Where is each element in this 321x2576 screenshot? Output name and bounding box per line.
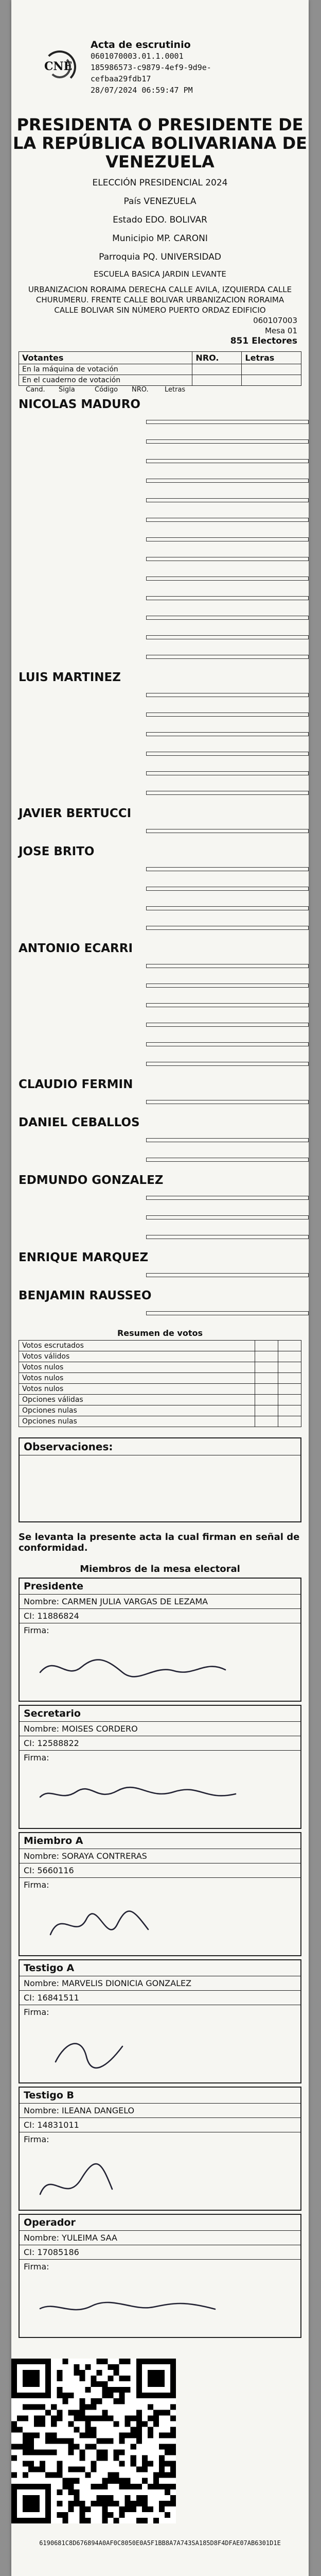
party-letras <box>146 616 309 620</box>
acta-id: 0601070003.01.1.0001 <box>91 52 184 61</box>
party-letras <box>146 655 309 659</box>
table-row: En el cuaderno de votación <box>19 375 301 386</box>
member-card <box>19 1578 301 1702</box>
table-row: Opciones válidas <box>19 1395 301 1405</box>
pais: País VENEZUELA <box>123 196 197 207</box>
member-nombre: Nombre: MOISES CORDERO <box>20 1722 300 1736</box>
party-row <box>11 549 309 569</box>
member-card <box>19 1705 301 1829</box>
candidate-name: LUIS MARTINEZ <box>19 671 121 684</box>
party-letras <box>146 752 309 756</box>
session-code: 185986573-c9879-4ef9-9d9e- <box>91 63 211 72</box>
firma-label: Firma: <box>24 2134 49 2144</box>
candidate-name: DANIEL CEBALLOS <box>19 1116 140 1129</box>
mesa-title: Miembros de la mesa electoral <box>80 1564 240 1574</box>
member-card <box>19 1959 301 2083</box>
member-card <box>19 1832 301 1956</box>
candidate-name: CLAUDIO FERMIN <box>19 1078 133 1091</box>
election-name: ELECCIÓN PRESIDENCIAL 2024 <box>92 178 228 188</box>
party-row <box>11 744 309 764</box>
party-letras <box>146 577 309 581</box>
signature-area <box>20 2260 300 2337</box>
candidate-name: JAVIER BERTUCCI <box>19 807 132 820</box>
party-letras <box>146 1023 309 1027</box>
party-row <box>11 1015 309 1035</box>
observaciones-box <box>19 1437 301 1522</box>
resumen-section <box>19 1328 301 1427</box>
closing-text: Se levanta la presente acta la cual firman en señal de conformidad. <box>19 1532 300 1553</box>
party-letras <box>146 1138 309 1142</box>
party-letras <box>146 791 309 795</box>
party-row <box>11 1035 309 1054</box>
party-row <box>11 530 309 549</box>
signature-icon <box>20 1623 315 1701</box>
party-letras <box>146 984 309 988</box>
members-list <box>11 1578 309 2338</box>
party-row <box>11 821 309 841</box>
header-logo-row <box>11 0 309 106</box>
member-card <box>19 2214 301 2338</box>
member-card <box>19 2087 301 2211</box>
party-row <box>11 647 309 667</box>
party-letras <box>146 867 309 871</box>
footer-hash: 6190681C8D676894A0AF0C8050E0A5F1BB8A7A743SA185D8F4DFAE07AB6301D1E <box>39 2539 281 2547</box>
estado: Estado EDO. BOLIVAR <box>113 215 207 225</box>
party-letras <box>146 1100 309 1104</box>
party-letras <box>146 693 309 697</box>
party-letras <box>146 1215 309 1219</box>
party-row <box>11 783 309 803</box>
candidates-list <box>11 398 309 1323</box>
party-row <box>11 879 309 899</box>
member-role: Secretario <box>20 1706 300 1722</box>
parroquia: Parroquia PQ. UNIVERSIDAD <box>99 252 221 262</box>
party-letras <box>146 518 309 522</box>
candidate-name: EDMUNDO GONZALEZ <box>19 1174 164 1187</box>
party-letras <box>146 732 309 736</box>
candidate-name: JOSE BRITO <box>19 845 95 858</box>
party-row <box>11 1130 309 1150</box>
party-letras <box>146 459 309 463</box>
firma-label: Firma: <box>24 1625 49 1635</box>
signature-icon <box>20 2132 315 2210</box>
party-row <box>11 705 309 724</box>
party-row <box>11 1265 309 1285</box>
party-letras <box>146 1042 309 1046</box>
member-ci: CI: 11886824 <box>20 1609 300 1623</box>
party-letras <box>146 596 309 600</box>
member-ci: CI: 17085186 <box>20 2245 300 2260</box>
party-letras <box>146 479 309 483</box>
signature-area <box>20 1751 300 1828</box>
votantes-col-1: NRO. <box>192 352 242 364</box>
acta-datetime: 28/07/2024 06:59:47 PM <box>91 86 193 95</box>
party-row <box>11 1092 309 1112</box>
centro: ESCUELA BASICA JARDIN LEVANTE <box>94 269 226 279</box>
member-role: Testigo B <box>20 2088 300 2104</box>
party-letras <box>146 887 309 891</box>
table-row: Votos escrutados <box>19 1341 301 1351</box>
votantes-table <box>19 351 301 386</box>
signature-icon <box>20 1751 315 1828</box>
party-letras <box>146 771 309 775</box>
candidate-col-head: Cand. Sigla Código NRO. Letras <box>26 386 186 394</box>
party-row <box>11 685 309 705</box>
acta-receipt <box>11 0 309 2576</box>
firma-label: Firma: <box>24 2007 49 2017</box>
party-letras <box>146 926 309 930</box>
table-row: En la máquina de votación <box>19 364 301 375</box>
table-row: Opciones nulas <box>19 1416 301 1427</box>
votantes-section <box>19 351 301 394</box>
party-row <box>11 432 309 451</box>
member-role: Presidente <box>20 1579 300 1595</box>
party-row <box>11 1227 309 1247</box>
party-row <box>11 899 309 918</box>
member-nombre: Nombre: YULEIMA SAA <box>20 2231 300 2245</box>
resumen-title: Resumen de votos <box>117 1328 203 1338</box>
party-letras <box>146 1158 309 1162</box>
signature-icon <box>20 2005 315 2082</box>
party-row <box>11 628 309 647</box>
firma-label: Firma: <box>24 1880 49 1890</box>
party-row <box>11 918 309 938</box>
party-letras <box>146 1062 309 1066</box>
member-role: Operador <box>20 2215 300 2231</box>
resumen-table <box>19 1340 301 1427</box>
member-role: Miembro A <box>20 1833 300 1849</box>
member-ci: CI: 5660116 <box>20 1863 300 1878</box>
election-title: PRESIDENTA O PRESIDENTE DE LA REPÚBLICA BOLIVARIANA DE VENEZUELA <box>13 115 307 172</box>
member-nombre: Nombre: CARMEN JULIA VARGAS DE LEZAMA <box>20 1595 300 1609</box>
party-row <box>11 490 309 510</box>
table-row: Opciones nulas <box>19 1405 301 1416</box>
party-row <box>11 510 309 530</box>
direccion: URBANIZACION RORAIMA DERECHA CALLE AVILA, IZQUIERDA CALLE CHURUMERU. FRENTE CALLE BOLIVAR URBANIZACION RORAIMA CALLE BOLIVAR SIN NÚMERO PUERTO ORDAZ EDIFICIO <box>28 285 292 315</box>
signature-area <box>20 2132 300 2210</box>
centro-code: 060107003 <box>253 316 297 325</box>
party-letras <box>146 439 309 444</box>
party-letras <box>146 1311 309 1315</box>
party-letras <box>146 1196 309 1200</box>
observaciones-title: Observaciones: <box>20 1438 300 1455</box>
candidate-name: ENRIQUE MARQUEZ <box>19 1251 149 1264</box>
member-ci: CI: 14831011 <box>20 2118 300 2132</box>
party-letras <box>146 537 309 541</box>
party-letras <box>146 498 309 502</box>
member-role: Testigo A <box>20 1960 300 1976</box>
municipio: Municipio MP. CARONI <box>112 233 208 244</box>
party-letras <box>146 420 309 424</box>
party-row <box>11 859 309 879</box>
party-letras <box>146 964 309 968</box>
party-letras <box>146 1003 309 1007</box>
cne-logo-icon: CNE <box>41 47 81 88</box>
table-row: Votos nulos <box>19 1384 301 1395</box>
party-row <box>11 569 309 588</box>
session-code-2: cefbaa29fdb17 <box>91 74 151 83</box>
party-row <box>11 724 309 744</box>
party-letras <box>146 557 309 561</box>
header-info <box>91 39 211 96</box>
firma-label: Firma: <box>24 2262 49 2272</box>
party-letras <box>146 713 309 717</box>
party-letras <box>146 1235 309 1239</box>
signature-area <box>20 1878 300 1955</box>
party-row <box>11 976 309 995</box>
acta-label: Acta de escrutinio <box>91 39 191 50</box>
table-row: Votos nulos <box>19 1373 301 1384</box>
table-row: Votos nulos <box>19 1362 301 1373</box>
party-row <box>11 1150 309 1170</box>
votantes-col-2: Letras <box>242 352 301 364</box>
qr-code-icon <box>11 2359 176 2523</box>
party-letras <box>146 635 309 639</box>
party-row <box>11 588 309 608</box>
signature-area <box>20 1623 300 1701</box>
party-letras <box>146 1273 309 1277</box>
firma-label: Firma: <box>24 1753 49 1762</box>
party-letras <box>146 906 309 910</box>
party-row <box>11 451 309 471</box>
member-nombre: Nombre: MARVELIS DIONICIA GONZALEZ <box>20 1976 300 1991</box>
electores-total: 851 Electores <box>230 336 297 346</box>
party-row <box>11 471 309 490</box>
signature-icon <box>20 1878 315 1955</box>
party-row <box>11 1054 309 1074</box>
party-row <box>11 1188 309 1208</box>
party-row <box>11 956 309 976</box>
party-row <box>11 412 309 432</box>
signature-icon <box>20 2260 315 2337</box>
signature-area <box>20 2005 300 2082</box>
party-row <box>11 995 309 1015</box>
member-nombre: Nombre: SORAYA CONTRERAS <box>20 1849 300 1863</box>
votantes-col-0: Votantes <box>19 352 192 364</box>
member-ci: CI: 12588822 <box>20 1736 300 1751</box>
table-row: Votos válidos <box>19 1351 301 1362</box>
party-row <box>11 1303 309 1323</box>
mesa: Mesa 01 <box>264 326 297 335</box>
party-letras <box>146 829 309 833</box>
member-ci: CI: 16841511 <box>20 1991 300 2005</box>
candidate-name: ANTONIO ECARRI <box>19 942 133 955</box>
party-row <box>11 1208 309 1227</box>
candidate-name: BENJAMIN RAUSSEO <box>19 1289 152 1302</box>
party-row <box>11 608 309 628</box>
member-nombre: Nombre: ILEANA DANGELO <box>20 2104 300 2118</box>
candidate-name: NICOLAS MADURO <box>19 398 140 411</box>
party-row <box>11 764 309 783</box>
